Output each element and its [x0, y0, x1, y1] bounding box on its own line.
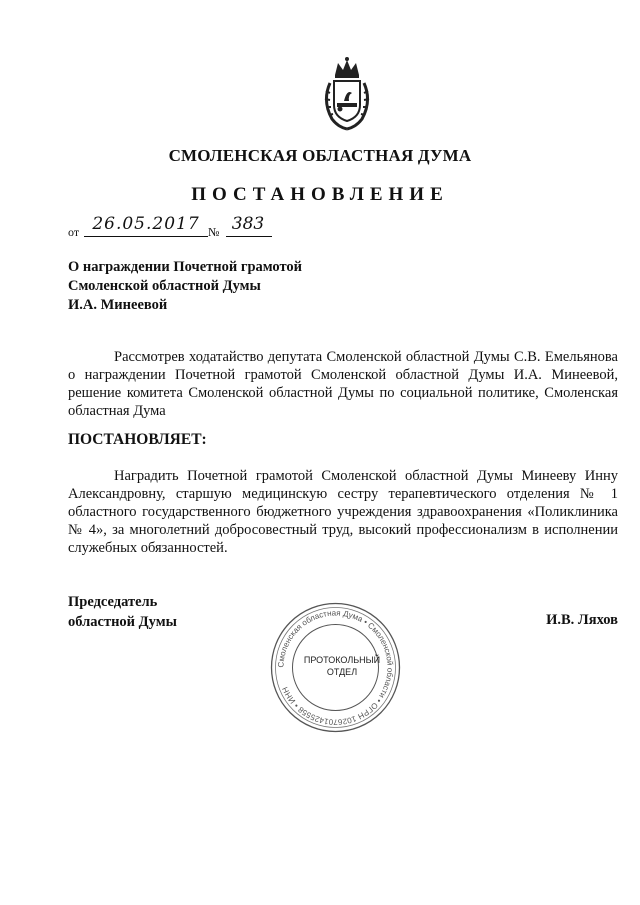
document-date: 26.05.2017 — [92, 214, 200, 234]
stamp-label-line: ОТДЕЛ — [326, 667, 358, 677]
document-number: 383 — [231, 214, 265, 234]
document-type-title: ПОСТАНОВЛЕНИЕ — [191, 184, 449, 205]
subject-line: И.А. Минеевой — [68, 297, 168, 313]
date-number-line — [68, 216, 288, 244]
number-prefix: № — [208, 225, 220, 239]
subject-line: О награждении Почетной грамотой — [68, 259, 303, 275]
organization-title: СМОЛЕНСКАЯ ОБЛАСТНАЯ ДУМА — [168, 146, 472, 165]
resolves-heading: ПОСТАНОВЛЯЕТ: — [68, 431, 207, 448]
stamp-label-line: ПРОТОКОЛЬНЫЙ — [303, 655, 381, 665]
document-subject — [68, 258, 302, 315]
smolensk-coat-of-arms-icon — [318, 55, 376, 135]
stamp-center-label — [300, 654, 384, 678]
date-underline — [84, 236, 208, 237]
decision-text: Наградить Почетной грамотой Смоленской областной Думы Минееву Инну Александровну, старшую медицинскую сестру терапевтического отделения № 1 областного государственного бюджетного учреждения здравоохранения «Поликлиника № 4», за многолетний добросовестный труд, высокий профессионализм в исполнении служебных обязанностей. — [68, 468, 618, 556]
preamble-paragraph — [68, 348, 618, 420]
decision-paragraph — [68, 467, 618, 557]
signatory-name: И.В. Ляхов — [546, 612, 618, 628]
signatory-title-line: Председатель — [68, 594, 158, 610]
number-underline — [226, 236, 272, 237]
preamble-text: Рассмотрев ходатайство депутата Смоленской областной Думы С.В. Емельянова о награждении Почетной грамотой Смоленской областной Думы И.А. Минеевой, решение комитета Смоленской областной Думы по социальной политике, Смоленская областная Дума — [68, 349, 618, 419]
date-prefix: от — [68, 225, 80, 239]
subject-line: Смоленской областной Думы — [68, 278, 261, 294]
stamp-ring-text: Смоленская областная Дума • Смоленской области • ОГРН 1026701425558 • ИНН — [276, 608, 395, 727]
signatory-title-line: областной Думы — [68, 614, 177, 630]
signatory-title — [68, 592, 177, 632]
